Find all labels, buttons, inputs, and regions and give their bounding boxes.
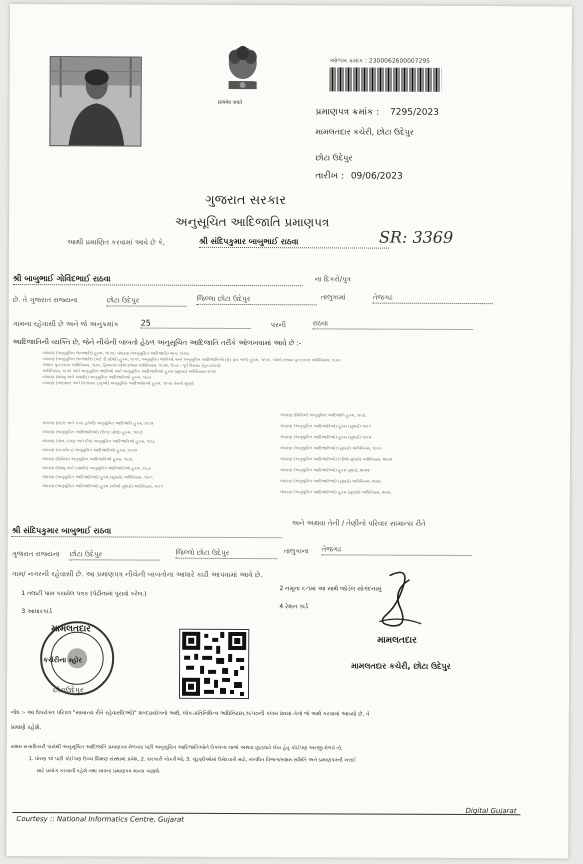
note-1b: પ્રમાણે રહેશે. <box>10 724 42 732</box>
certificate-number <box>316 107 439 118</box>
order-line: બંધારણ (અંદામાન અને નિકોબાર ટાપુઓ) અનુસૂચિત આદિજાતિઓ હુકમ, ૧૯૫૯ તેમનો સુધારો <box>42 380 194 386</box>
taluka-label: તાલુકામાં <box>320 293 346 302</box>
list-item: બંધારણ (અનુસૂચિત આદિજાતિઓ) હુકમ સુધારો, ૨૦૦૨ <box>279 467 370 473</box>
res-state-label: ગુજરાત રાજ્યના <box>11 550 60 559</box>
list-item: બંધારણ (નાગાલેન્ડ) અનુસૂચિત આદિજાતિઓ હુકમ, ૧૯૭૦ <box>42 447 138 453</box>
qr-code <box>179 629 249 699</box>
applicant-photo <box>49 56 141 146</box>
signatory-office: મામલતદાર કચેરી, છોટા ઉદેપુર <box>351 661 451 671</box>
list-item: બંધારણ (સિક્કિમ) અનુસૂચિત આદિજાતિ હુકમ, ૧૯૭૮ <box>280 412 367 418</box>
date-value: 09/06/2023 <box>350 171 403 182</box>
state-label: છે. તે ગુજરાત રાજ્યના <box>12 296 78 305</box>
signature-icon <box>369 566 429 636</box>
basis-item-4: 4 રેશન કાર્ડ <box>279 603 309 611</box>
certificate-page <box>6 4 572 858</box>
note-1: નોંધ :- આ ઉપરોક્ત પરિપત્ર "સામાન્ય રીતે રહેવાસી(ઓ)" શબ્દપ્રયોગનો અર્થ, લોક-પ્રતિનિધિત્વ અધિનિયમ,૧૯૫૦ની કલમ ૨૦માં તેનો જે અર્થ કરવામાં આવ્યો છે, તે <box>10 710 370 718</box>
order-list-left <box>42 418 242 491</box>
order-line: પંજાબ પુનઃરચના અધિનિયમ, ૧૯૬૬, હિમાચલ પ્રદેશ રાજ્ય અધિનિયમ, ૧૯૭૦, ઉત્તર - પૂર્વ વિસ્તાર (પુનઃરચના) <box>42 362 221 368</box>
footer-courtesy: Courtesy :: National Informatics Centre, Gujarat <box>16 815 185 824</box>
list-item: બંધારણ (દાદરા અને નગર હવેલી) અનુસૂચિત આદિજાતિ હુકમ, ૧૯૬૨ <box>42 420 154 426</box>
emblem-caption: सत्यमेव जयते <box>217 99 243 107</box>
note-2-items: 1. ધોરણ ૧૨ પછી કોઈપણ ઉચ્ચ શિક્ષણ સંસ્થામાં પ્રવેશ, 2. સરકારી નોકરીઓ, 3. ચૂંટણીઓમાં ઉમેદવારી માટે, સંબંધિત વિભાગ/સક્ષમ સમિતિ અને પ્રમાણપત્રની ખરાઈ <box>28 756 357 764</box>
res-district-value: છોટા ઉદેપુર <box>70 550 160 560</box>
order-line: બંધારણ (અનુસૂચિત જનજાતિ) (પાર્ટ ડી પ્રદેશો) હુકમ, ૧૯૫૧, અનુસૂચિત જાતિઓ અને અનુસૂચિત આદિજાતિઓ (ફેર ફાર અંગે) હુકમ, ૧૯૫૬, બોમ્બે રાજ્ય પુનઃરચના અધિનિયમ, ૧૯૬૦ <box>42 356 341 363</box>
district-label: જિલ્લા છોટા ઉદેપુર <box>197 295 317 306</box>
holder-name: શ્રી સંદિપકુમાર બાબુભાઈ રાઠવા <box>199 237 389 249</box>
res-taluka-label: તાલુકાના <box>283 547 309 556</box>
basis-text: ગામ/ નગરની રહેવાસી છે. આ પ્રમાણપત્ર નીચેની બાબતોના આધારે કાઢી આપવામાં આવે છે. <box>11 570 263 580</box>
seal-top-text: મામલતદાર <box>51 624 91 635</box>
list-item: બંધારણ (ગોવા, દમણ અને દીવ) અનુસૂચિત આદિજાતિઓ હુકમ, ૧૯૬૮ <box>42 438 156 444</box>
office-line-1: મામલતદાર કચેરી, છોટા ઉદેપુર <box>315 127 414 137</box>
serial-value: 25 <box>141 319 251 329</box>
caste-label: પરની <box>270 321 287 330</box>
son-of-label: ના દિકરો/પુત્ર <box>314 275 351 284</box>
document-title: અનુસૂચિત આદિજાતિ પ્રમાણપત્ર <box>175 214 330 230</box>
list-item: બંધારણ (અનુસૂચિત આદિજાતિઓ) (સુધારો) અધિનિયમ, ૨૦૦૬ <box>279 478 382 484</box>
seal-center-text: કચેરીના મ્હોર <box>43 656 83 665</box>
resident-name: શ્રી સંદિપકુમાર બાબુભાઈ રાઠવા <box>12 526 282 538</box>
seal-bottom-text: છોટાઉદેપુર <box>52 686 84 695</box>
list-item: બંધારણ (અનુસૂચિત આદિજાતિઓ) હુકમ (સુધારો) ૧૯૯૨ <box>280 434 372 440</box>
list-item: બંધારણ (અનુસૂચિત આદિજાતિઓ) હુકમ (સુધારો) અધિનિયમ, ૨૦૦૮ <box>279 489 392 495</box>
cert-intro: આથી પ્રમાણિત કરવામાં આવે છે કે, <box>66 238 166 247</box>
note-2: સક્ષમ સત્તાધિકારી પાસેથી અનુસૂચિત આદિજાતિ પ્રમાણપત્ર મેળવ્યા પછી અનુસૂચિત આદિજાતિઓને ઉપલબ્ધ લાભો અથવા છૂટછાટો લેવા હેતુ કોઈપણ અરજી મેળવે તો, <box>10 744 343 752</box>
list-item: બંધારણ (અનુસૂચિત આદિજાતિઓ) હુકમ (સુધારો) ૧૯૯૧ <box>280 423 371 429</box>
note-2-end: માટે પ્રયોગ કરવાની રહેશે તથા માત્રના પ્રમાણપત્ર માન્ય ગણાશે. <box>36 768 161 775</box>
issue-date <box>315 171 402 181</box>
family-text: અને અથવા તેની / તેણીનો પરિવાર સામાન્ય રીતે <box>291 519 426 528</box>
recognition-text: આદિજાતિની વ્યક્તિ છે, જેને નીચેની બાબતો હેઠળ અનુસૂચિત આદિજાતિ તરીકે ઓળખવામાં આવે છે :- <box>12 338 302 348</box>
res-district-label: જિલ્લો છોટા ઉદેપુર <box>176 549 278 559</box>
signatory-title: મામલતદાર <box>377 635 417 646</box>
order-list-right <box>280 409 500 498</box>
order-line: બંધારણ (અનુસૂચિત જનજાતિ) હુકમ, ૧૯૫૦, બંધારણ (અનુસૂચિત આદિજાતિ) ભાગ, ૧૯૫૦ <box>42 350 189 356</box>
list-item: બંધારણ (જમ્મુ અને કાશ્મીર) અનુસૂચિત આદિજાતિઓ હુકમ, ૧૯૮૯ <box>41 465 152 471</box>
list-item: બંધારણ (અનુસૂચિત આદિજાતિઓ) (બીજો સુધારો) અધિનિયમ, ૨૦૦૨ <box>280 456 393 462</box>
district-value: છોટા ઉદેપુર <box>107 296 187 306</box>
order-line: બંધારણ (જમ્મુ અને કાશ્મીર) અનુસૂચિત આદિજાતિઓ હુકમ, ૧૯૮૯ <box>42 374 152 380</box>
list-item: બંધારણ (અનુસૂચિત આદિજાતિઓ) (સુધારો) અધિનિયમ, ૧૯૯૫ <box>280 445 382 451</box>
list-item: બંધારણ (સિક્કિમ) અનુસૂચિત આદિજાતિઓ હુકમ, ૧૯૭૮ <box>42 456 134 462</box>
order-line: અધિનિયમ, ૧૯૭૧ અને અનુસૂચિત જાતિઓ અને અનુસૂચિત આદિજાતિઓ હુકમ (સુધારા) અધિનિયમ ૧૯૭૬ <box>42 368 217 374</box>
list-item: બંધારણ (અનુસૂચિત આદિજાતિઓ) (ઉત્તર પ્રદેશ) હુકમ, ૧૯૬૭ <box>42 429 143 435</box>
res-taluka-value: તેજગઢ <box>322 545 472 556</box>
basis-item-2: 2 નમૂના ૬-૧માં આ સાથે જોડેલ સોગંદનામું <box>279 585 382 593</box>
order-lines <box>42 350 512 388</box>
national-emblem-icon <box>215 41 271 107</box>
serial-label: ગામના રહેવાસી છે અને જે અનુક્રમાંક <box>12 320 119 329</box>
office-line-2: છોટા ઉદેપુર <box>315 153 353 163</box>
father-name: શ્રી બાબુભાઈ ગોવિંદભાઈ રાઠવા <box>13 274 303 286</box>
list-item: બંધારણ (અનુસૂચિત આદિજાતિઓ) હુકમ (બીજો સુધારો) અધિનિયમ, ૧૯૯૧ <box>41 483 163 489</box>
basis-item-3: 3 આધારકાર્ડ <box>21 608 52 616</box>
barcode <box>330 67 442 91</box>
date-label: તારીખ : <box>315 171 344 182</box>
caste-value: રાઠવા <box>313 319 473 330</box>
govt-title: ગુજરાત સરકાર <box>205 192 286 209</box>
cert-no-value: 7295/2023 <box>390 107 439 118</box>
handwritten-serial: SR: 3369 <box>378 227 454 247</box>
footer-digital-gujarat: Digital Gujarat <box>465 806 517 816</box>
taluka-value: તેજગઢ <box>373 294 493 305</box>
basis-item-1: 1 તલાટી પાસ કરાયેલ પત્રક (પેઢીનામાં પુરાવો કરેલ.) <box>21 590 147 598</box>
list-item: બંધારણ (અનુસૂચિત આદિજાતિઓ) હુકમ (સુધારો) અધિનિયમ, ૧૯૯૧ <box>41 474 153 480</box>
footer <box>12 806 520 828</box>
barcode-label: ઓળખ ક્રમાંક : 2300062600007295 <box>329 57 431 65</box>
cert-no-label: પ્રમાણપત્ર ક્રમાંક : <box>315 107 380 118</box>
